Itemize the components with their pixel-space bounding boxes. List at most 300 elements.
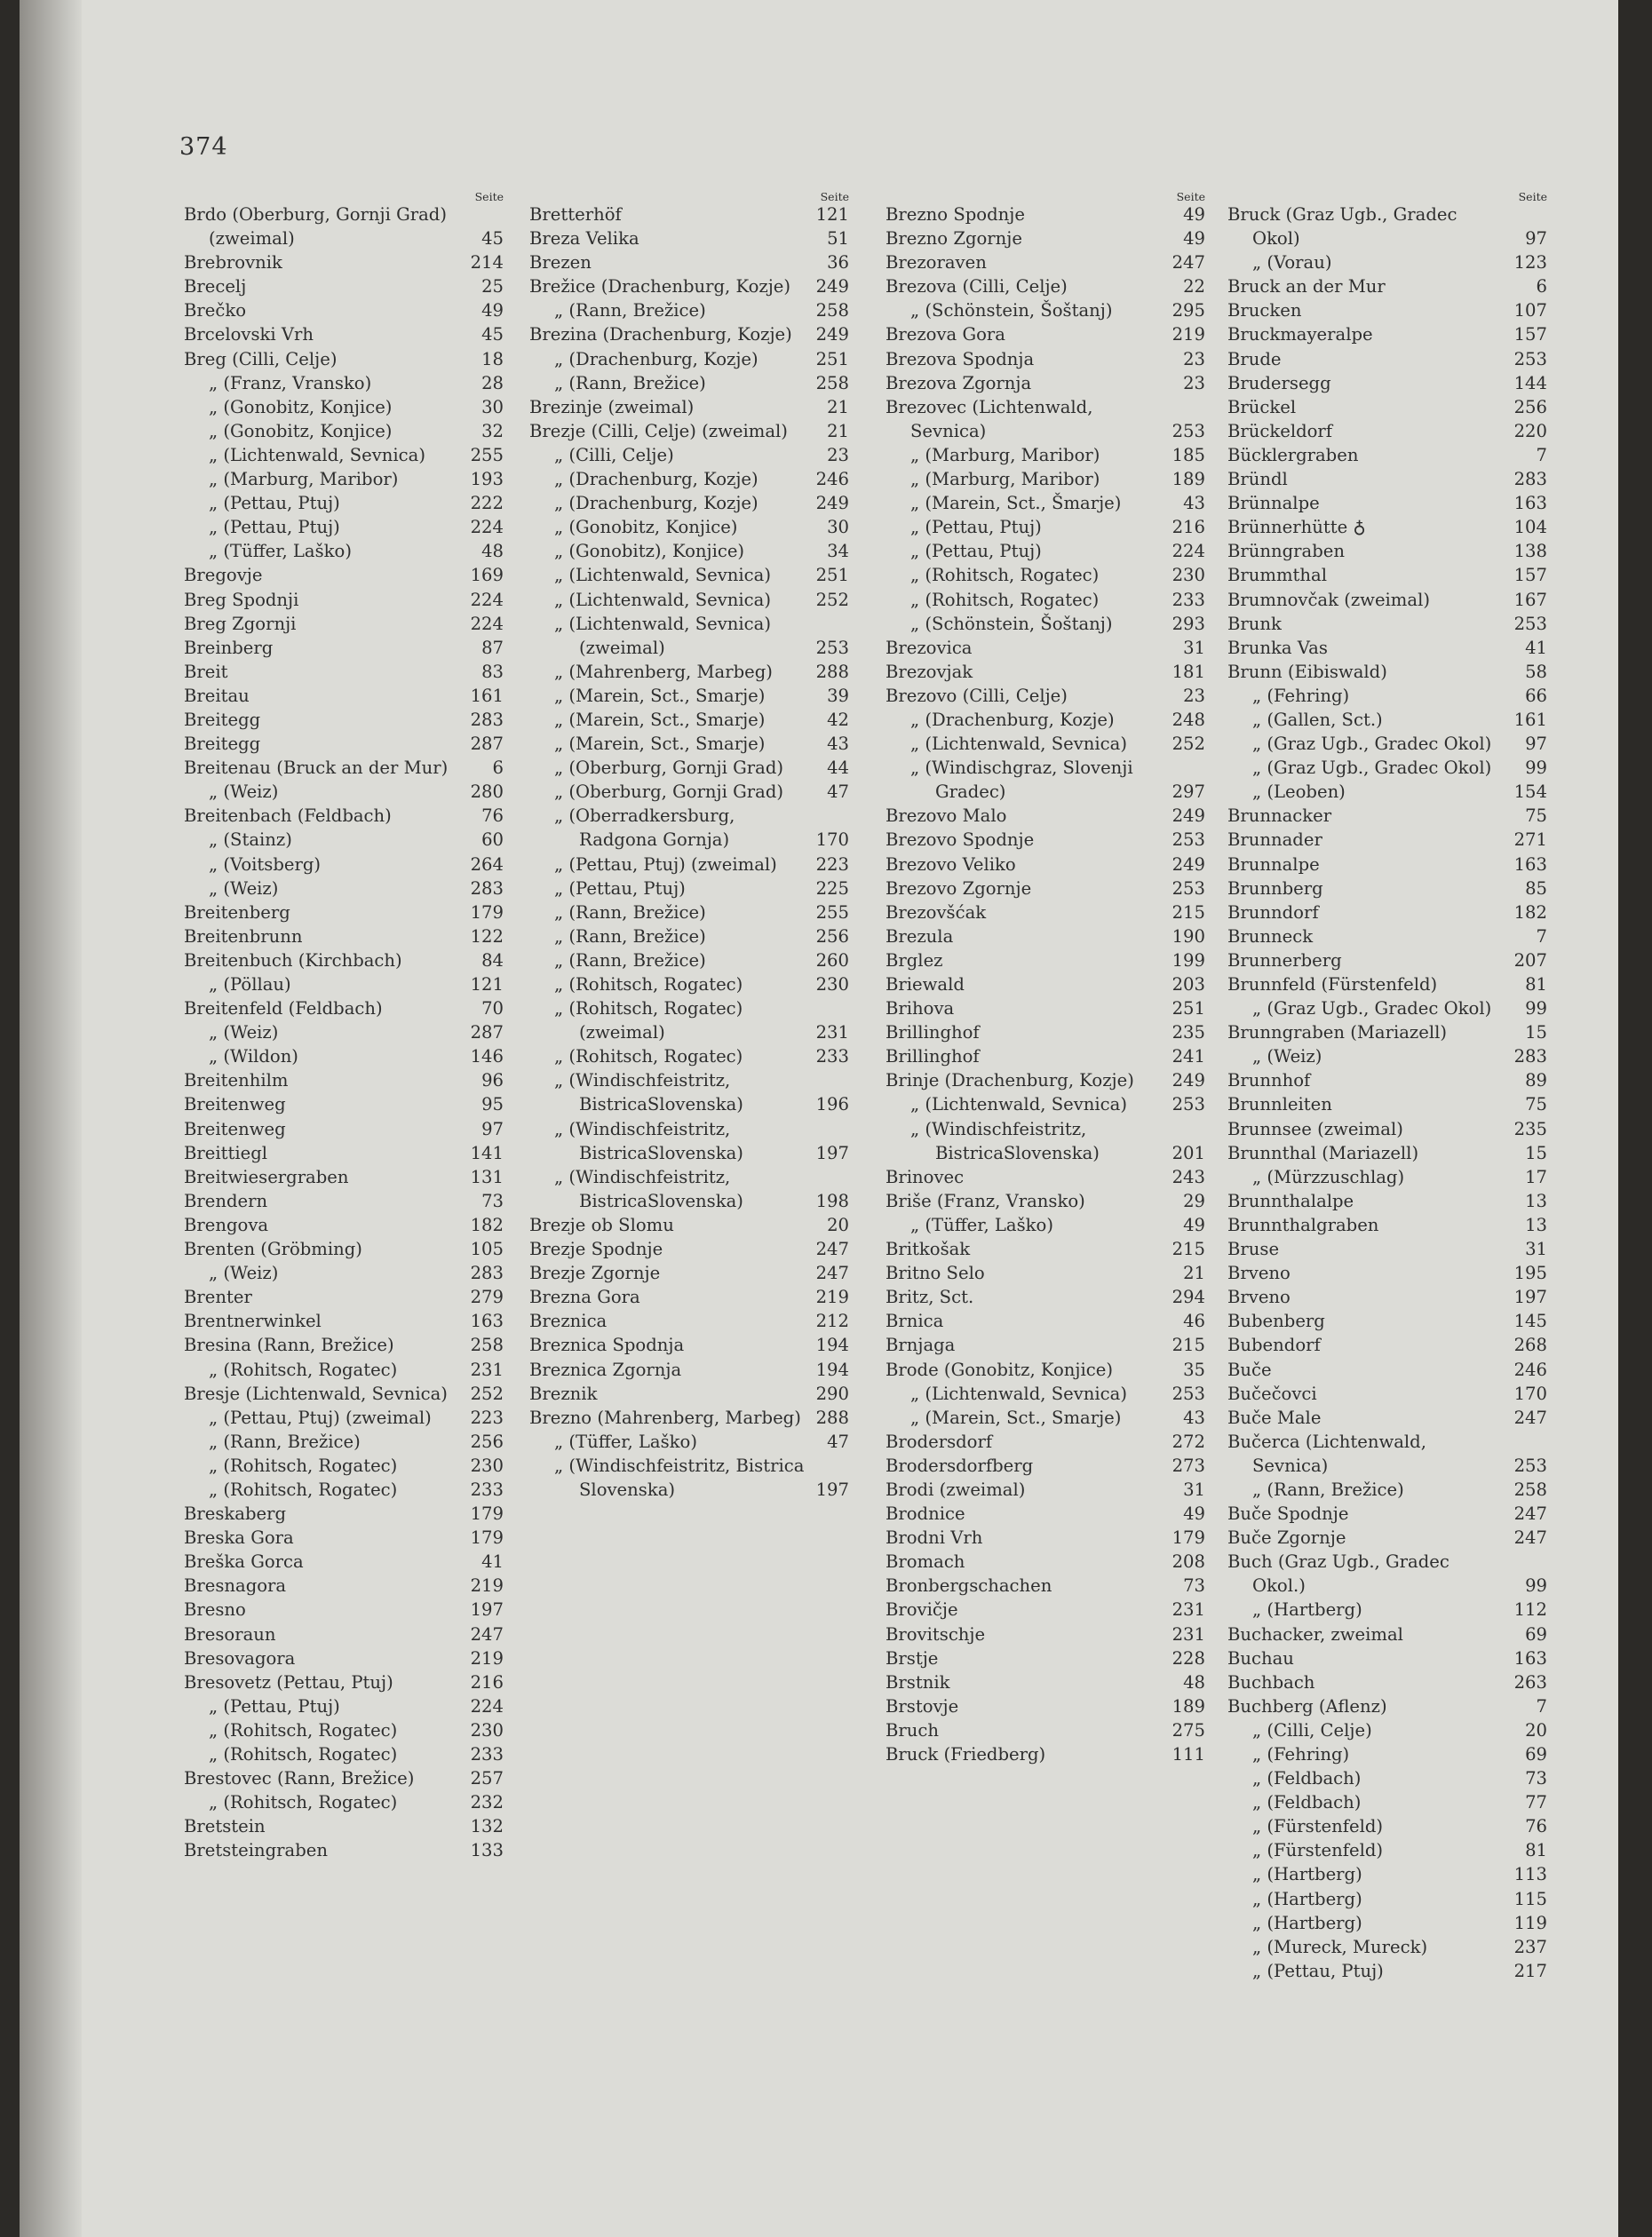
entry-page: 295 bbox=[1171, 300, 1205, 321]
index-entry bbox=[184, 684, 504, 708]
index-entry bbox=[184, 1502, 504, 1526]
index-entry bbox=[886, 274, 1205, 298]
entry-name: „ (Gonobitz, Konjice) bbox=[209, 396, 393, 417]
entry-name: Breg Spodnji bbox=[184, 589, 299, 610]
index-entry bbox=[1227, 1092, 1547, 1116]
entry-name: „ (Weiz) bbox=[209, 1022, 279, 1043]
index-entry bbox=[184, 419, 504, 443]
entry-page: 216 bbox=[470, 1671, 504, 1693]
entry-page: 228 bbox=[1171, 1647, 1205, 1669]
entry-name: Breitenweg bbox=[184, 1094, 286, 1115]
index-entry bbox=[184, 1261, 504, 1285]
entry-name: Buchau bbox=[1227, 1647, 1294, 1669]
index-entry bbox=[886, 1526, 1205, 1550]
entry-name: „ (Oberburg, Gornji Grad) bbox=[554, 781, 784, 803]
entry-page: 99 bbox=[1525, 758, 1547, 779]
index-entry bbox=[886, 1189, 1205, 1213]
entry-page: 208 bbox=[1171, 1551, 1205, 1573]
index-entry bbox=[886, 563, 1205, 587]
entry-name: Breza Velika bbox=[529, 228, 639, 250]
entry-name: Bruckmayeralpe bbox=[1227, 324, 1373, 345]
index-entry bbox=[886, 1068, 1205, 1092]
entry-page: 253 bbox=[815, 637, 849, 658]
entry-name: Breitenfeld (Feldbach) bbox=[184, 998, 383, 1019]
entry-page: 224 bbox=[470, 1695, 504, 1717]
index-entry bbox=[1227, 1670, 1547, 1694]
entry-page: 258 bbox=[815, 372, 849, 393]
entry-name: „ (Fehring) bbox=[1252, 1744, 1350, 1765]
entry-page: 13 bbox=[1525, 1214, 1547, 1235]
entry-name: „ (Graz Ugb., Gradec Okol) bbox=[1252, 758, 1492, 779]
entry-name: Brnjaga bbox=[886, 1335, 956, 1356]
entry-name: Brunnthalalpe bbox=[1227, 1190, 1354, 1211]
entry-name: Brunnleiten bbox=[1227, 1094, 1332, 1115]
entry-page: 247 bbox=[1513, 1503, 1547, 1525]
index-entry bbox=[529, 226, 849, 250]
entry-page: 253 bbox=[1513, 348, 1547, 369]
index-entry bbox=[529, 1044, 849, 1068]
entry-page: 247 bbox=[1171, 252, 1205, 274]
entry-name: „ (Windischfeistritz, Bistrica Slovenska) bbox=[554, 1455, 805, 1500]
entry-name: Brunka Vas bbox=[1227, 637, 1328, 658]
entry-name: Bruch bbox=[886, 1719, 939, 1741]
index-entry bbox=[1227, 1526, 1547, 1550]
index-entry bbox=[886, 1718, 1205, 1742]
entry-name: „ (Mureck, Mureck) bbox=[1252, 1936, 1428, 1957]
entry-page: 36 bbox=[827, 252, 849, 274]
index-entry bbox=[1227, 1598, 1547, 1622]
index-entry bbox=[1227, 419, 1547, 443]
index-entry bbox=[886, 708, 1205, 732]
entry-page: 203 bbox=[1171, 974, 1205, 995]
entry-name: Brezovo Spodnje bbox=[886, 829, 1035, 851]
entry-page: 138 bbox=[1513, 541, 1547, 562]
index-entry bbox=[886, 1117, 1205, 1165]
entry-page: 163 bbox=[1513, 493, 1547, 514]
index-entry bbox=[1227, 780, 1547, 804]
entry-name: „ (Hartberg) bbox=[1252, 1864, 1362, 1885]
entry-page: 251 bbox=[815, 348, 849, 369]
entry-page: 222 bbox=[470, 493, 504, 514]
entry-name: „ (Windischfeistritz, BistricaSlovenska) bbox=[910, 1118, 1100, 1163]
entry-page: 247 bbox=[1513, 1407, 1547, 1428]
entry-page: 43 bbox=[1183, 493, 1205, 514]
entry-page: 69 bbox=[1525, 1744, 1547, 1765]
entry-page: 154 bbox=[1513, 781, 1547, 803]
entry-name: Brezova (Cilli, Celje) bbox=[886, 276, 1068, 297]
index-entry bbox=[1227, 1430, 1547, 1478]
entry-name: Briše (Franz, Vransko) bbox=[886, 1190, 1085, 1211]
index-entry bbox=[184, 1646, 504, 1670]
entry-page: 257 bbox=[470, 1768, 504, 1789]
column-header: Seite bbox=[1518, 190, 1547, 203]
entry-name: Bresoraun bbox=[184, 1623, 276, 1645]
index-entry bbox=[886, 588, 1205, 612]
entry-name: Brezno (Mahrenberg, Marbeg) bbox=[529, 1407, 801, 1428]
entry-name: „ (Pettau, Ptuj) bbox=[209, 1695, 340, 1717]
entry-page: 170 bbox=[815, 829, 849, 851]
index-entry bbox=[1227, 948, 1547, 972]
entry-page: 220 bbox=[1513, 420, 1547, 441]
index-entry bbox=[184, 347, 504, 371]
entry-name: Brunnsee (zweimal) bbox=[1227, 1118, 1403, 1139]
entry-page: 253 bbox=[1171, 1383, 1205, 1404]
entry-name: „ (Graz Ugb., Gradec Okol) bbox=[1252, 998, 1492, 1019]
index-entry bbox=[1227, 274, 1547, 298]
entry-page: 219 bbox=[815, 1287, 849, 1308]
index-entry bbox=[886, 1020, 1205, 1044]
entry-name: „ (Lichtenwald, Sevnica) bbox=[910, 1094, 1127, 1115]
index-entry bbox=[886, 226, 1205, 250]
index-entry bbox=[184, 1622, 504, 1646]
index-entry bbox=[529, 202, 849, 226]
entry-page: 179 bbox=[470, 901, 504, 923]
entry-name: „ (Hartberg) bbox=[1252, 1599, 1362, 1621]
index-entry bbox=[529, 419, 849, 443]
entry-name: Bruck (Friedberg) bbox=[886, 1744, 1046, 1765]
entry-name: Bresno bbox=[184, 1599, 246, 1621]
index-entry bbox=[1227, 371, 1547, 395]
entry-page: 43 bbox=[1183, 1407, 1205, 1428]
entry-name: Bubendorf bbox=[1227, 1335, 1321, 1356]
index-entry bbox=[886, 202, 1205, 226]
entry-page: 49 bbox=[1183, 1503, 1205, 1525]
index-entry bbox=[886, 1478, 1205, 1502]
index-entry bbox=[184, 1189, 504, 1213]
entry-page: 258 bbox=[470, 1335, 504, 1356]
index-entry bbox=[1227, 732, 1547, 756]
entry-name: Bründl bbox=[1227, 469, 1288, 490]
entry-page: 297 bbox=[1171, 781, 1205, 803]
entry-page: 49 bbox=[1183, 204, 1205, 225]
entry-name: „ (Schönstein, Šoštanj) bbox=[910, 300, 1113, 321]
entry-name: „ (Marburg, Maribor) bbox=[209, 469, 399, 490]
column-header: Seite bbox=[1176, 190, 1205, 203]
index-entry bbox=[1227, 1261, 1547, 1285]
entry-page: 223 bbox=[470, 1407, 504, 1428]
index-entry bbox=[886, 756, 1205, 804]
entry-name: „ (Marein, Sct., Smarje) bbox=[554, 709, 766, 730]
entry-page: 23 bbox=[827, 444, 849, 465]
entry-page: 70 bbox=[481, 998, 504, 1019]
index-entry bbox=[1227, 1358, 1547, 1382]
index-entry bbox=[184, 1670, 504, 1694]
entry-page: 21 bbox=[827, 396, 849, 417]
entry-name: „ (Lichtenwald, Sevnica) bbox=[910, 1383, 1127, 1404]
entry-page: 219 bbox=[470, 1575, 504, 1597]
entry-name: Brünnalpe bbox=[1227, 493, 1320, 514]
entry-name: Brillinghof bbox=[886, 1046, 980, 1067]
entry-name: Bromach bbox=[886, 1551, 965, 1573]
index-entry bbox=[1227, 1117, 1547, 1141]
index-entry bbox=[529, 996, 849, 1044]
entry-page: 253 bbox=[1171, 877, 1205, 899]
index-entry bbox=[529, 298, 849, 322]
index-entry bbox=[529, 1068, 849, 1116]
entry-page: 44 bbox=[827, 758, 849, 779]
entry-page: 288 bbox=[815, 661, 849, 682]
entry-name: „ (Lichtenwald, Sevnica) bbox=[554, 589, 771, 610]
index-entry bbox=[529, 515, 849, 539]
index-entry bbox=[184, 1430, 504, 1454]
entry-page: 48 bbox=[1183, 1671, 1205, 1693]
entry-name: Brezovšćak bbox=[886, 901, 987, 923]
entry-name: Bučečovci bbox=[1227, 1383, 1317, 1404]
entry-page: 99 bbox=[1525, 998, 1547, 1019]
entry-page: 224 bbox=[470, 517, 504, 538]
index-entry bbox=[1227, 1790, 1547, 1814]
entry-name: Brezovo Veliko bbox=[886, 853, 1016, 875]
entry-name: „ (Oberburg, Gornji Grad) bbox=[554, 758, 784, 779]
entry-page: 25 bbox=[481, 276, 504, 297]
entry-page: 225 bbox=[815, 877, 849, 899]
entry-name: „ (Rann, Brežice) bbox=[209, 1431, 361, 1452]
entry-name: Brodnice bbox=[886, 1503, 965, 1525]
entry-page: 293 bbox=[1171, 613, 1205, 634]
entry-page: 145 bbox=[1513, 1311, 1547, 1332]
index-entry bbox=[184, 1068, 504, 1092]
entry-page: 216 bbox=[1171, 517, 1205, 538]
entry-name: Brunnthalgraben bbox=[1227, 1214, 1379, 1235]
entry-name: „ (Windischfeistritz, BistricaSlovenska) bbox=[554, 1166, 743, 1211]
index-entry bbox=[529, 1165, 849, 1213]
index-entry bbox=[529, 588, 849, 612]
index-entry bbox=[184, 1454, 504, 1478]
entry-name: Brunnhof bbox=[1227, 1070, 1311, 1091]
entry-page: 51 bbox=[827, 228, 849, 250]
index-entry bbox=[1227, 1068, 1547, 1092]
index-entry bbox=[886, 347, 1205, 371]
entry-page: 97 bbox=[481, 1118, 504, 1139]
entry-page: 97 bbox=[1525, 734, 1547, 755]
index-entry bbox=[1227, 298, 1547, 322]
entry-name: Buče Spodnje bbox=[1227, 1503, 1349, 1525]
entry-name: Brstovje bbox=[886, 1695, 959, 1717]
entry-name: „ (Gonobitz, Konjice) bbox=[209, 420, 393, 441]
entry-name: „ (Rann, Brežice) bbox=[554, 300, 706, 321]
index-entry bbox=[529, 250, 849, 274]
index-column-3 bbox=[886, 191, 1205, 1766]
index-entry bbox=[886, 250, 1205, 274]
entry-name: Brežice (Drachenburg, Kozje) bbox=[529, 276, 791, 297]
entry-name: „ (Weiz) bbox=[209, 781, 279, 803]
entry-name: „ (Fehring) bbox=[1252, 685, 1350, 706]
entry-page: 7 bbox=[1536, 444, 1547, 465]
index-entry bbox=[886, 1742, 1205, 1766]
index-entry bbox=[886, 853, 1205, 877]
entry-name: „ (Pettau, Ptuj) bbox=[910, 517, 1042, 538]
entry-page: 179 bbox=[1171, 1527, 1205, 1549]
index-entry bbox=[886, 1237, 1205, 1261]
entry-name: „ (Rohitsch, Rogatec) bbox=[209, 1744, 398, 1765]
entry-name: Breznik bbox=[529, 1383, 598, 1404]
entry-name: Brinovec bbox=[886, 1166, 965, 1187]
index-entry bbox=[1227, 708, 1547, 732]
index-entry bbox=[1227, 1911, 1547, 1935]
entry-name: „ (Drachenburg, Kozje) bbox=[910, 709, 1115, 730]
index-entry bbox=[1227, 1742, 1547, 1766]
entry-name: „ (Fürstenfeld) bbox=[1252, 1816, 1384, 1837]
entry-name: Breg (Cilli, Celje) bbox=[184, 348, 338, 369]
entry-name: Bučerca (Lichtenwald, Sevnica) bbox=[1227, 1431, 1426, 1476]
entry-page: 46 bbox=[1183, 1311, 1205, 1332]
index-entry bbox=[529, 1261, 849, 1285]
entry-name: „ (Drachenburg, Kozje) bbox=[554, 348, 758, 369]
entry-name: Bubenberg bbox=[1227, 1311, 1325, 1332]
entry-page: 256 bbox=[1513, 396, 1547, 417]
index-entry bbox=[886, 1694, 1205, 1718]
entry-page: 253 bbox=[1171, 1094, 1205, 1115]
index-entry bbox=[886, 1406, 1205, 1430]
entry-name: Breitwiesergraben bbox=[184, 1166, 349, 1187]
entry-page: 99 bbox=[1525, 1575, 1547, 1597]
entry-name: „ (Marein, Sct., Smarje) bbox=[554, 734, 766, 755]
entry-name: „ (Lichtenwald, Sevnica) bbox=[554, 565, 771, 586]
entry-name: „ (Rann, Brežice) bbox=[554, 925, 706, 947]
index-entry bbox=[184, 756, 504, 780]
entry-name: Brezen bbox=[529, 252, 592, 274]
entry-page: 283 bbox=[470, 1263, 504, 1284]
index-entry bbox=[184, 1333, 504, 1357]
entry-page: 215 bbox=[1171, 1239, 1205, 1260]
index-entry bbox=[529, 395, 849, 419]
index-entry bbox=[886, 924, 1205, 948]
index-entry bbox=[184, 1790, 504, 1814]
entry-page: 233 bbox=[1171, 589, 1205, 610]
index-entry bbox=[529, 1213, 849, 1237]
index-entry bbox=[1227, 443, 1547, 467]
entry-name: „ (Marein, Sct., Smarje) bbox=[910, 1407, 1122, 1428]
index-entry bbox=[886, 298, 1205, 322]
index-entry bbox=[184, 1285, 504, 1309]
index-entry bbox=[184, 467, 504, 491]
entry-name: Brezovjak bbox=[886, 661, 973, 682]
entry-page: 47 bbox=[827, 781, 849, 803]
entry-name: „ (Lichtenwald, Sevnica) bbox=[209, 444, 425, 465]
entry-page: 122 bbox=[470, 925, 504, 947]
entry-name: Buch (Graz Ugb., Gradec Okol.) bbox=[1227, 1551, 1449, 1597]
entry-page: 253 bbox=[1171, 420, 1205, 441]
index-entry bbox=[1227, 1959, 1547, 1983]
entry-name: Brezje (Cilli, Celje) (zweimal) bbox=[529, 420, 788, 441]
entry-name: „ (Rohitsch, Rogatec) bbox=[554, 1046, 743, 1067]
entry-name: „ (Franz, Vransko) bbox=[209, 372, 372, 393]
index-entry bbox=[1227, 1478, 1547, 1502]
entry-page: 7 bbox=[1536, 1695, 1547, 1717]
entry-name: „ (Tüffer, Laško) bbox=[554, 1431, 697, 1452]
index-entry bbox=[529, 1430, 849, 1454]
entry-page: 42 bbox=[827, 709, 849, 730]
entry-page: 196 bbox=[815, 1094, 849, 1115]
index-entry bbox=[529, 491, 849, 515]
index-entry bbox=[1227, 1862, 1547, 1886]
index-entry bbox=[1227, 1935, 1547, 1959]
entry-page: 181 bbox=[1171, 661, 1205, 682]
entry-name: Brebrovnik bbox=[184, 252, 282, 274]
entry-page: 81 bbox=[1525, 974, 1547, 995]
index-entry bbox=[529, 371, 849, 395]
index-entry bbox=[886, 900, 1205, 924]
index-entry bbox=[184, 443, 504, 467]
entry-page: 60 bbox=[481, 829, 504, 851]
index-entry bbox=[184, 1237, 504, 1261]
entry-page: 39 bbox=[827, 685, 849, 706]
index-entry bbox=[184, 1406, 504, 1430]
index-entry bbox=[886, 1646, 1205, 1670]
entry-page: 272 bbox=[1171, 1431, 1205, 1452]
index-entry bbox=[184, 780, 504, 804]
entry-page: 105 bbox=[470, 1239, 504, 1260]
index-entry bbox=[184, 1478, 504, 1502]
entry-name: Brezje ob Slomu bbox=[529, 1214, 674, 1235]
entry-page: 219 bbox=[1171, 324, 1205, 345]
entry-page: 75 bbox=[1525, 1094, 1547, 1115]
index-entry bbox=[1227, 250, 1547, 274]
index-entry bbox=[184, 1718, 504, 1742]
entry-name: Brunnalpe bbox=[1227, 853, 1320, 875]
entry-page: 23 bbox=[1183, 348, 1205, 369]
entry-page: 107 bbox=[1513, 300, 1547, 321]
entry-page: 217 bbox=[1513, 1960, 1547, 1981]
entry-page: 23 bbox=[1183, 685, 1205, 706]
index-entry bbox=[1227, 612, 1547, 636]
index-entry bbox=[1227, 1550, 1547, 1598]
entry-name: Brezovica bbox=[886, 637, 973, 658]
index-entry bbox=[529, 853, 849, 877]
entry-page: 76 bbox=[481, 805, 504, 827]
index-entry bbox=[886, 1358, 1205, 1382]
index-entry bbox=[184, 1550, 504, 1574]
entry-page: 279 bbox=[470, 1287, 504, 1308]
index-entry bbox=[184, 1382, 504, 1406]
entry-page: 189 bbox=[1171, 469, 1205, 490]
entry-name: Brcelovski Vrh bbox=[184, 324, 314, 345]
entry-name: Breittiegl bbox=[184, 1142, 268, 1163]
index-entry bbox=[1227, 684, 1547, 708]
entry-page: 198 bbox=[815, 1190, 849, 1211]
entry-name: Brenten (Gröbming) bbox=[184, 1239, 362, 1260]
entry-name: Brveno bbox=[1227, 1263, 1291, 1284]
entry-page: 6 bbox=[492, 758, 504, 779]
index-entry bbox=[1227, 1020, 1547, 1044]
entry-page: 197 bbox=[815, 1479, 849, 1500]
entry-page: 13 bbox=[1525, 1190, 1547, 1211]
index-entry bbox=[1227, 804, 1547, 828]
entry-page: 104 bbox=[1513, 517, 1547, 538]
index-entry bbox=[886, 1285, 1205, 1309]
index-entry bbox=[529, 1454, 849, 1502]
entry-name: Breitau bbox=[184, 685, 250, 706]
entry-name: Breg Zgornji bbox=[184, 613, 297, 634]
entry-name: Breitenbuch (Kirchbach) bbox=[184, 949, 402, 971]
entry-page: 290 bbox=[815, 1383, 849, 1404]
index-entry bbox=[886, 322, 1205, 346]
index-entry bbox=[1227, 1694, 1547, 1718]
index-entry bbox=[529, 780, 849, 804]
entry-page: 214 bbox=[470, 252, 504, 274]
index-entry bbox=[1227, 395, 1547, 419]
index-entry bbox=[184, 1141, 504, 1165]
entry-name: Brezoraven bbox=[886, 252, 987, 274]
entry-page: 235 bbox=[1171, 1022, 1205, 1043]
index-entry bbox=[184, 1213, 504, 1237]
entry-name: „ (Feldbach) bbox=[1252, 1768, 1362, 1789]
index-entry bbox=[886, 1454, 1205, 1478]
entry-page: 263 bbox=[1513, 1671, 1547, 1693]
entry-name: Brdo (Oberburg, Gornji Grad) (zweimal) bbox=[184, 204, 447, 250]
entry-page: 193 bbox=[470, 469, 504, 490]
entry-name: Buchberg (Aflenz) bbox=[1227, 1695, 1387, 1717]
